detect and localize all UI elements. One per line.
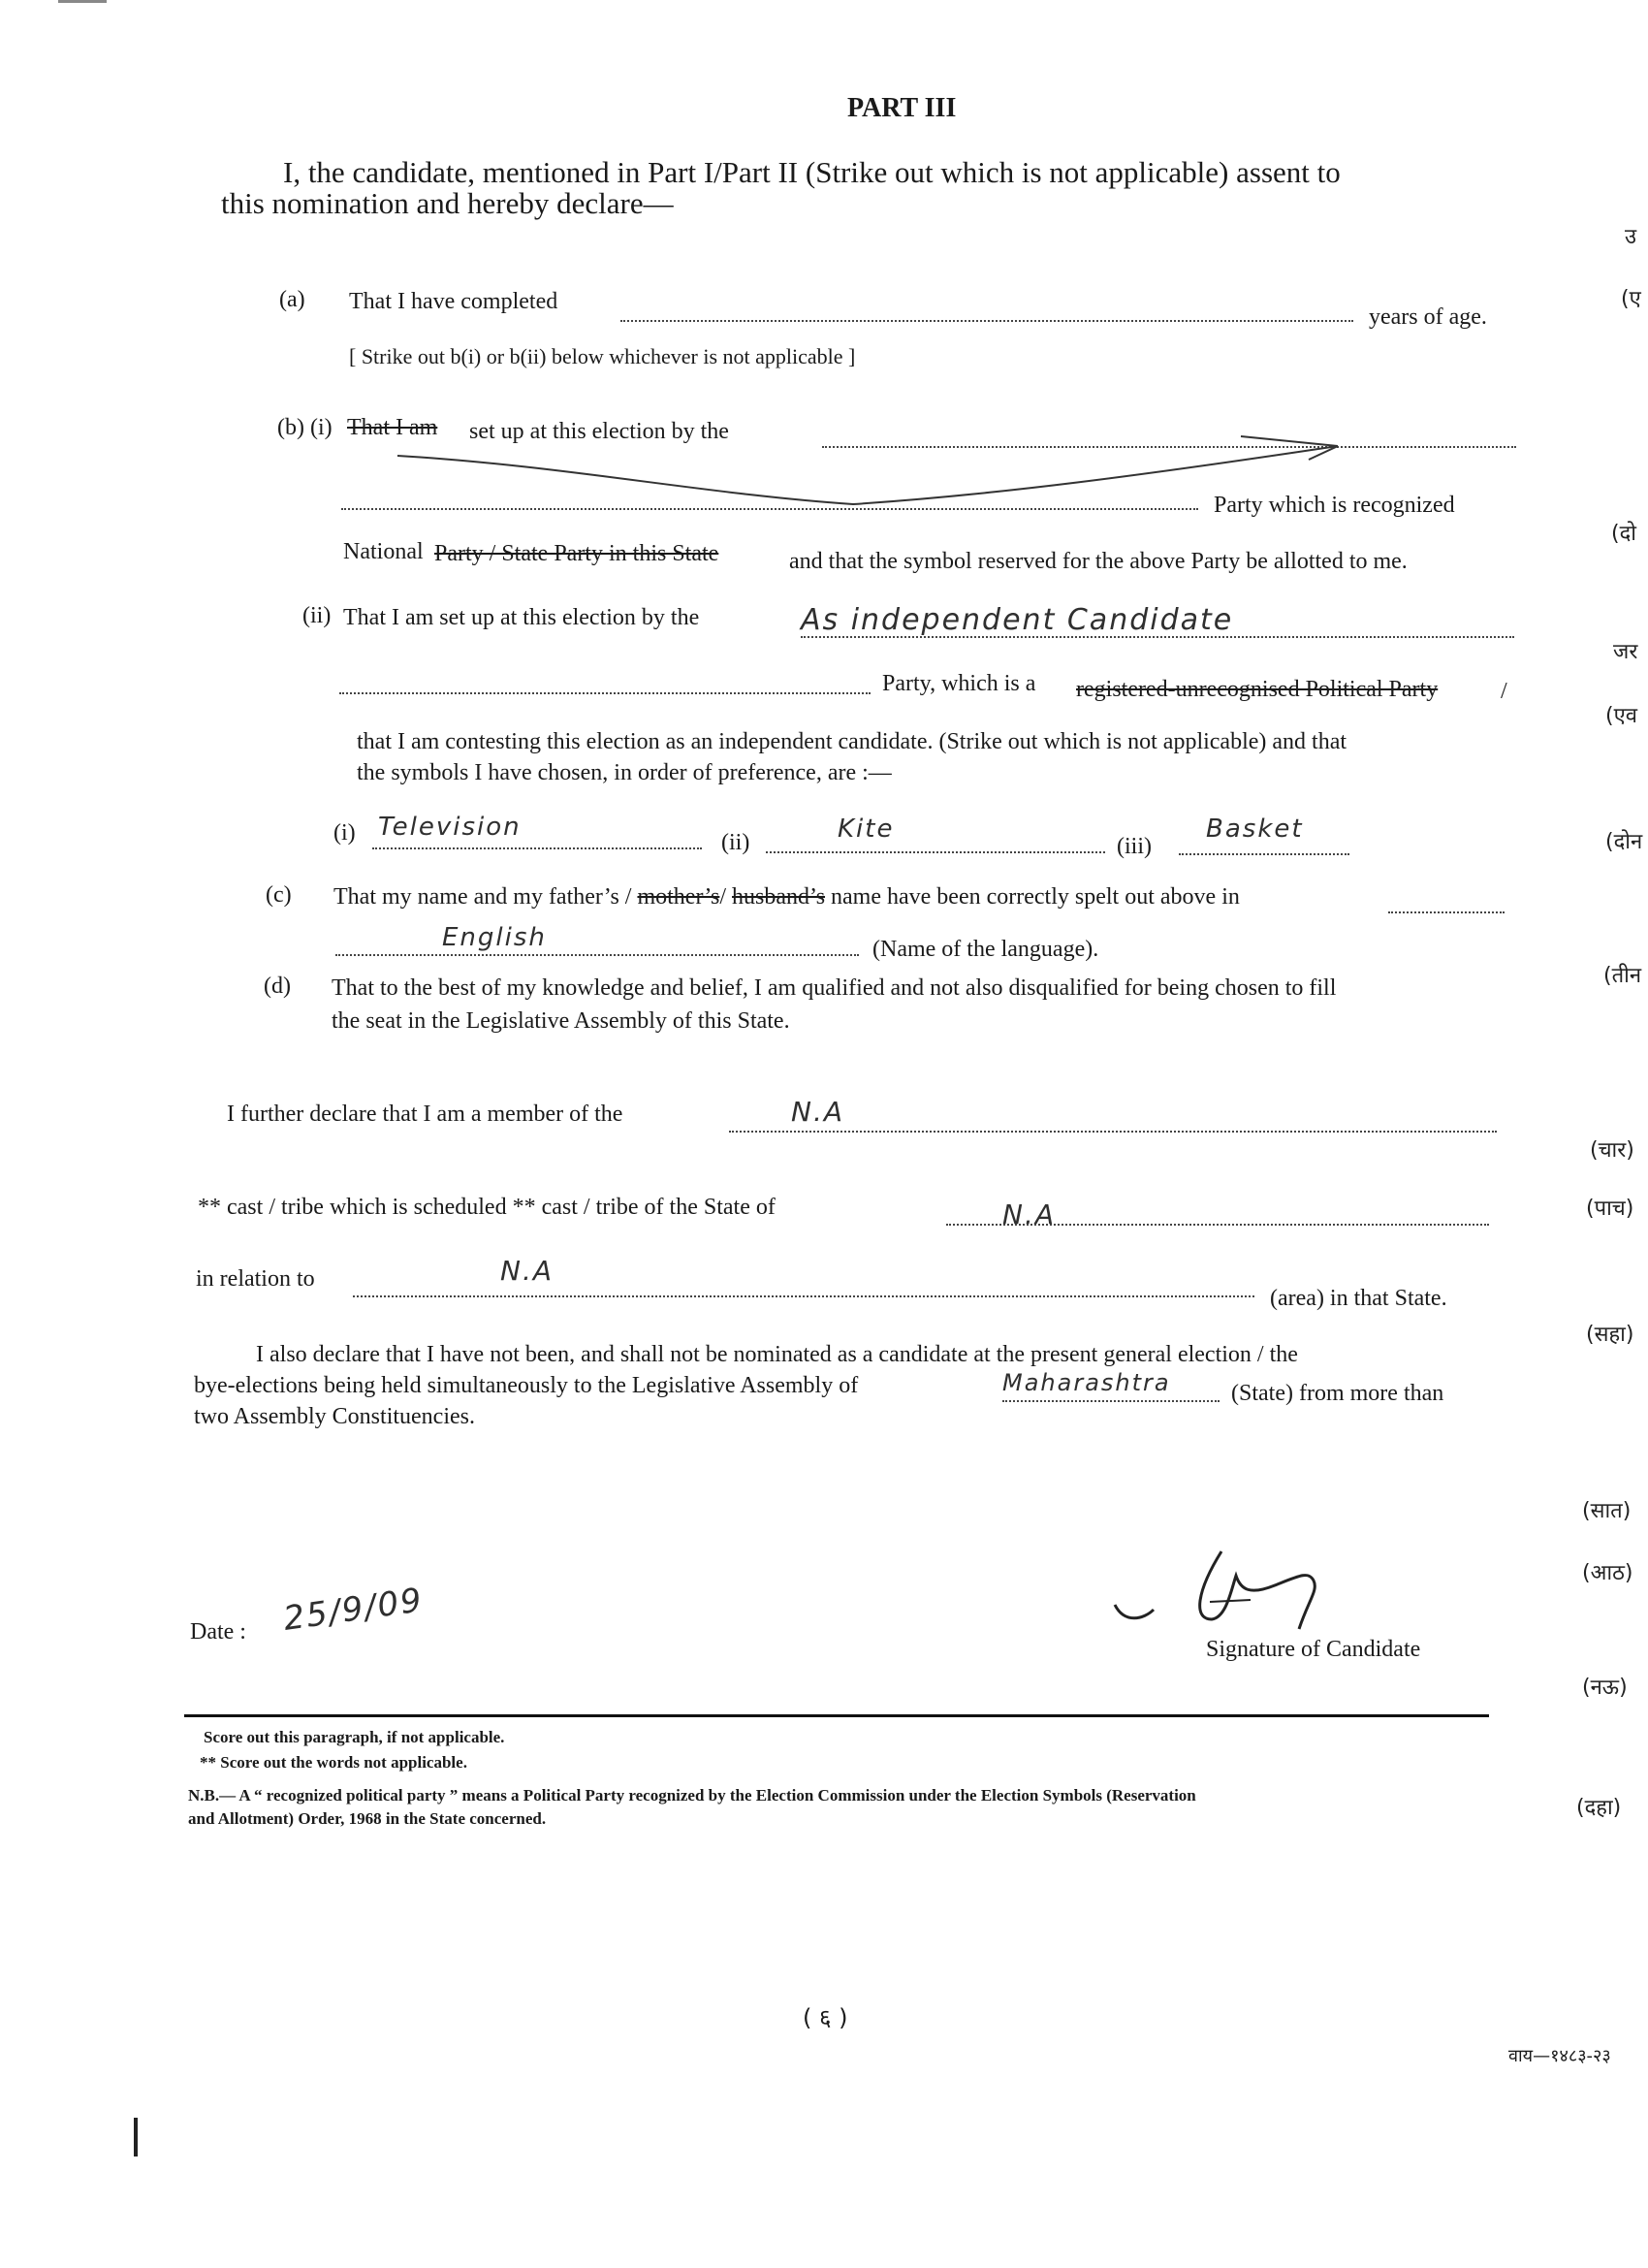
page-title: PART III [847,93,957,123]
intro-line-1: I, the candidate, mentioned in Part I/Part II (Strike out which is not applicable) assent to [283,155,1341,189]
symbol-2-value: Kite [838,815,895,844]
section-b2-text: That I am set up at this election by the [343,605,700,630]
margin-fragment-1: उ [1625,225,1637,249]
relation-field-line[interactable] [353,1295,1254,1297]
section-d-line2: the seat in the Legislative Assembly of this State. [332,1008,790,1034]
margin-fragment-2: (ए [1621,287,1641,311]
strike-mother: mother’s [637,884,720,910]
nb-line-2: and Allotment) Order, 1968 in the State concerned. [188,1809,547,1828]
area-text: (area) in that State. [1270,1286,1447,1311]
section-b1-text: set up at this election by the [469,419,729,444]
margin-fragment-13: (नऊ) [1582,1676,1628,1700]
state-field-line[interactable] [1002,1400,1220,1402]
member-field-line[interactable] [729,1131,1497,1133]
margin-fragment-6: (दोन [1605,830,1643,854]
margin-fragment-12: (आठ) [1582,1561,1633,1585]
caste-state-value: N.A [1002,1198,1056,1230]
margin-fragment-8: (चार) [1590,1138,1634,1163]
symbol-1-value: Television [378,813,522,842]
section-b2-party-strike: registered-unrecognised Political Party [1076,677,1439,702]
section-b2-line4: the symbols I have chosen, in order of preference, are :— [357,760,892,785]
print-code: वाय—१४८३-२३ [1508,2046,1611,2066]
section-d-label: (d) [264,974,291,999]
symbol-1-field-line[interactable] [372,847,702,849]
symbol-2-label: (ii) [721,830,750,855]
margin-fragment-5: (एव [1605,704,1637,728]
footnote-2: ** Score out the words not applicable. [200,1753,467,1772]
section-c-text-a: That my name and my father’s / [333,884,632,910]
strike-through-scribble [368,417,1338,533]
signature-label: Signature of Candidate [1206,1637,1421,1662]
margin-fragment-14: (दहा) [1576,1796,1622,1820]
symbol-1-label: (i) [333,820,356,846]
language-suffix: (Name of the language). [872,937,1099,962]
section-c-text-b: / [719,884,727,910]
footnote-divider [184,1714,1489,1717]
symbol-3-field-line[interactable] [1179,853,1349,855]
also-declare-line2-a: bye-elections being held simultaneously to the Legislative Assembly of [194,1373,859,1398]
margin-fragment-7: (तीन [1603,964,1642,988]
symbol-3-value: Basket [1206,815,1304,844]
language-field-line-2[interactable] [335,954,859,956]
section-b1-line3-a: National [343,539,424,564]
intro-line-2: this nomination and hereby declare— [221,186,674,220]
section-d-line1: That to the best of my knowledge and belief, I am qualified and not also disqualified for being chosen to fill [332,975,1337,1001]
also-declare-line2-b: (State) from more than [1231,1381,1444,1406]
section-b2-party-text: Party, which is a [882,671,1036,696]
also-declare-line1: I also declare that I have not been, and shall not be nominated as a candidate at the present general election / the [256,1342,1298,1367]
member-value: N.A [791,1096,844,1128]
member-text: I further declare that I am a member of the [227,1102,623,1127]
section-b1-strike: That I am [347,415,438,440]
party-name-field-line[interactable] [339,692,871,694]
caste-text: ** cast / tribe which is scheduled ** cast / tribe of the State of [198,1195,776,1220]
footnote-1: Score out this paragraph, if not applicable. [204,1728,505,1746]
section-b2-label: (ii) [302,603,332,628]
age-field-line[interactable] [620,320,1353,322]
signature-mark [1105,1532,1357,1639]
date-label: Date : [190,1619,246,1645]
section-b1-line3-b: and that the symbol reserved for the above Party be allotted to me. [789,549,1408,574]
section-a-text: That I have completed [349,289,558,314]
section-a-note: [ Strike out b(i) or b(ii) below whichever is not applicable ] [349,344,856,368]
section-c-text [333,884,1240,910]
margin-fragment-4: जर [1613,640,1638,664]
symbol-2-field-line[interactable] [766,851,1105,853]
section-a-suffix: years of age. [1369,304,1487,330]
symbol-3-label: (iii) [1117,834,1152,859]
section-c-text-c: name have been correctly spelt out above in [831,884,1240,910]
margin-fragment-3: (दो [1611,522,1636,546]
strike-husband: husband’s [732,884,826,910]
nb-line-1: N.B.— A “ recognized political party ” means a Political Party recognized by the Election Commission under the Election Symbols (Reservation [188,1786,1196,1805]
also-declare-line3: two Assembly Constituencies. [194,1404,475,1429]
margin-fragment-10: (सहा) [1586,1323,1634,1347]
margin-fragment-11: (सात) [1582,1499,1632,1523]
section-b1-party-suffix: Party which is recognized [1214,493,1455,518]
language-value: English [442,923,547,952]
scan-mark-top-left [58,0,107,3]
section-b1-line3-strike: Party / State Party in this State [434,541,719,566]
page-number: ( ६ ) [803,2004,848,2031]
section-b2-party-end: / [1501,679,1507,704]
handwritten-party-value: As independent Candidate [801,603,1234,637]
state-value: Maharashtra [1002,1369,1171,1396]
language-field-line-1[interactable] [1388,911,1505,913]
section-a-label: (a) [279,287,305,312]
relation-text: in relation to [196,1266,315,1292]
relation-value: N.A [500,1255,554,1287]
section-b1-label: (b) (i) [277,415,333,440]
scan-mark-bottom-left [134,2118,138,2156]
date-value: 25/9/09 [280,1581,427,1639]
section-b2-line3: that I am contesting this election as an independent candidate. (Strike out which is not applicable) and that [357,729,1347,754]
margin-fragment-9: (पाच) [1586,1197,1634,1221]
section-c-label: (c) [266,882,292,908]
